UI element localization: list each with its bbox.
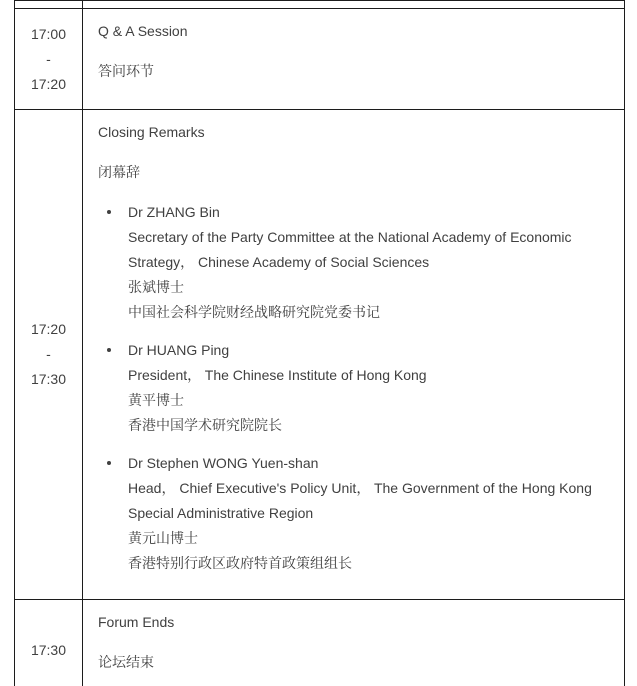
speaker-item	[128, 451, 609, 576]
speaker-name-zh: 张斌博士	[128, 279, 184, 295]
time-separator: -	[46, 50, 51, 67]
speaker-title-zh: 中国社会科学院财经战略研究院党委书记	[128, 304, 380, 320]
table-row-partial	[15, 1, 625, 9]
time-cell	[15, 9, 83, 110]
session-title-zh: 论坛结束	[98, 654, 154, 670]
speaker-title-en: President， The Chinese Institute of Hong Kong	[128, 367, 427, 383]
speaker-name-zh: 黄元山博士	[128, 530, 198, 546]
session-cell	[83, 9, 625, 110]
table-row-qa-session	[15, 9, 625, 110]
speaker-name-zh: 黄平博士	[128, 392, 184, 408]
speaker-item	[128, 338, 609, 438]
desc-cell-partial	[83, 1, 625, 9]
table-row-closing-remarks	[15, 110, 625, 600]
time-start: 17:30	[30, 641, 67, 658]
session-title-zh: 闭幕辞	[98, 164, 140, 180]
session-title-en: Closing Remarks	[98, 124, 205, 140]
speaker-name-en: Dr Stephen WONG Yuen-shan	[128, 455, 319, 471]
time-separator: -	[46, 346, 51, 362]
speaker-name-en: Dr HUANG Ping	[128, 342, 230, 358]
session-title-zh: 答问环节	[98, 63, 154, 79]
time-cell	[15, 110, 83, 600]
time-cell-partial	[15, 1, 83, 9]
speaker-title-en: Secretary of the Party Committee at the National Academy of Economic Strategy， Chinese Academy of Social Sciences	[128, 229, 572, 270]
table-row-forum-ends	[15, 600, 625, 686]
time-start: 17:20	[30, 321, 67, 337]
speaker-title-zh: 香港特别行政区政府特首政策组组长	[128, 555, 352, 571]
speaker-item	[128, 200, 609, 325]
schedule-table	[14, 0, 625, 686]
speaker-title-en: Head， Chief Executive's Policy Unit， The Government of the Hong Kong Special Administrative Region	[128, 480, 592, 521]
speaker-name-en: Dr ZHANG Bin	[128, 204, 220, 220]
time-end: 17:20	[30, 75, 67, 92]
time-cell	[15, 600, 83, 686]
speaker-list	[98, 200, 609, 576]
session-title-en: Forum Ends	[98, 614, 175, 630]
session-cell	[83, 110, 625, 600]
time-start: 17:00	[30, 25, 67, 42]
speaker-title-zh: 香港中国学术研究院院长	[128, 417, 282, 433]
session-cell	[83, 600, 625, 686]
session-title-en: Q & A Session	[98, 23, 188, 39]
time-end: 17:30	[30, 371, 67, 387]
